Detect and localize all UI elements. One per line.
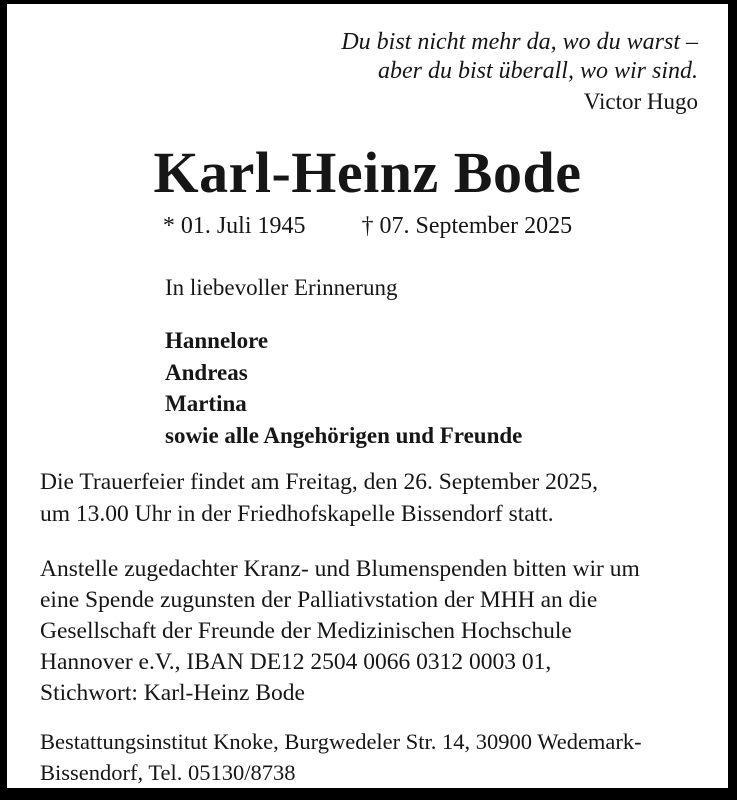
donation-line: Stichwort: Karl-Heinz Bode <box>40 680 305 706</box>
mourners-list <box>165 325 728 451</box>
donation-line: eine Spende zugunsten der Palliativstation der MHH an die <box>40 587 598 613</box>
mourner-name: Martina <box>165 391 247 416</box>
donation-line: Anstelle zugedachter Kranz- und Blumenspenden bitten wir um <box>40 556 640 582</box>
mourner-name: Hannelore <box>165 328 269 353</box>
death-date: † 07. September 2025 <box>361 213 573 239</box>
memorial-quote <box>7 4 728 116</box>
birth-date: * 01. Juli 1945 <box>162 213 306 239</box>
remembrance-intro: In liebevoller Erinnerung <box>165 275 398 300</box>
quote-line-1: Du bist nicht mehr da, wo du warst – <box>341 29 698 55</box>
service-line: Die Trauerfeier findet am Freitag, den 26. September 2025, <box>40 469 598 495</box>
donation-line: Hannover e.V., IBAN DE12 2504 0066 0312 0003 01, <box>40 649 552 675</box>
service-line: um 13.00 Uhr in der Friedhofskapelle Bissendorf statt. <box>40 501 554 527</box>
service-details <box>40 466 728 530</box>
funeral-home-info <box>40 726 728 788</box>
funeral-home-line: Bissendorf, Tel. 05130/8738 <box>40 760 296 785</box>
mourner-name: Andreas <box>165 359 248 385</box>
deceased-name: Karl-Heinz Bode <box>153 140 582 205</box>
life-dates <box>7 211 728 241</box>
quote-attribution: Victor Hugo <box>583 89 698 114</box>
quote-line-2: aber du bist überall, wo wir sind. <box>377 58 698 84</box>
funeral-home-line: Bestattungsinstitut Knoke, Burgwedeler Str. 14, 30900 Wedemark- <box>40 729 642 754</box>
donation-request <box>40 554 728 709</box>
mourners-closing: sowie alle Angehörigen und Freunde <box>165 422 523 448</box>
donation-line: Gesellschaft der Freunde der Medizinischen Hochschule <box>40 618 572 644</box>
